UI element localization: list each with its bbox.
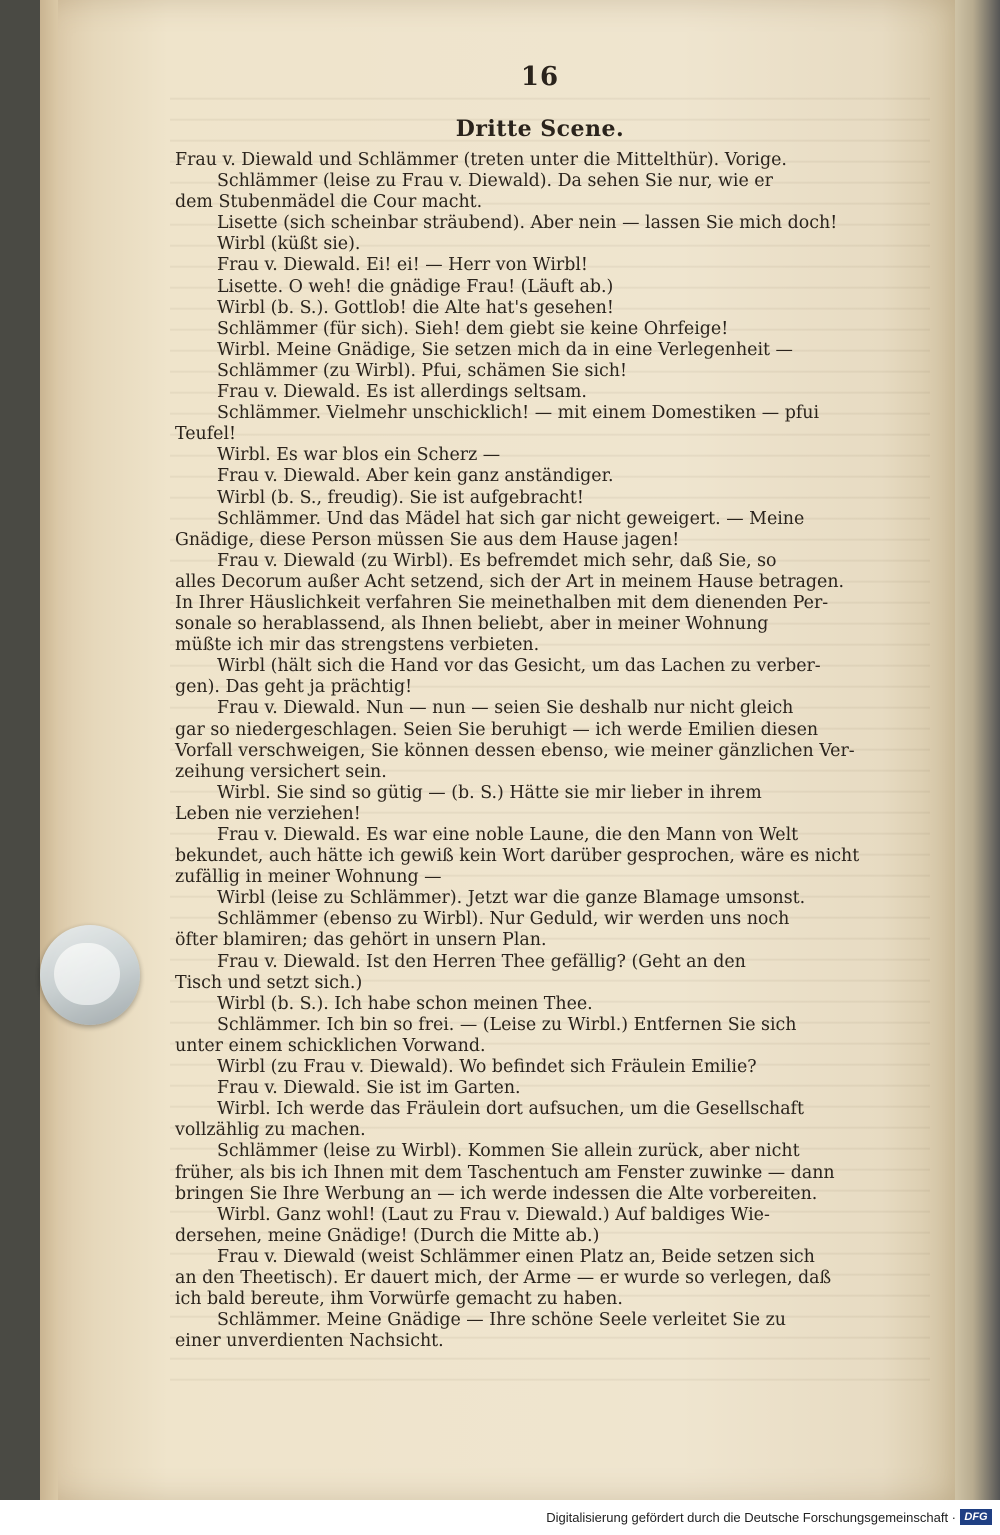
text-line: alles Decorum außer Acht setzend, sich der Art in meinem Hause betragen.: [175, 571, 845, 592]
text-line: Wirbl. Ganz wohl! (Laut zu Frau v. Diewald.) Auf baldiges Wie-: [217, 1204, 770, 1225]
text-line: Schlämmer (leise zu Wirbl). Kommen Sie allein zurück, aber nicht: [217, 1141, 800, 1162]
page-number: 16: [520, 62, 560, 92]
text-line: Tisch und setzt sich.): [175, 972, 363, 993]
text-line: Frau v. Diewald (zu Wirbl). Es befremdet mich sehr, daß Sie, so: [217, 550, 777, 571]
text-line: Frau v. Diewald. Ist den Herren Thee gefällig? (Geht an den: [217, 951, 746, 972]
text-line: Teufel!: [175, 424, 237, 445]
text-line: Wirbl (b. S.). Ich habe schon meinen Thee.: [217, 993, 593, 1014]
text-line: Schlämmer (zu Wirbl). Pfui, schämen Sie sich!: [217, 360, 627, 381]
scan-backdrop-right: [955, 0, 1000, 1500]
text-line: Leben nie verziehen!: [175, 803, 361, 824]
text-line: öfter blamiren; das gehört in unsern Plan.: [175, 930, 547, 951]
text-line: zeihung versichert sein.: [175, 761, 387, 782]
text-line: ich bald bereute, ihm Vorwürfe gemacht zu haben.: [175, 1289, 623, 1310]
text-line: bringen Sie Ihre Werbung an — ich werde indessen die Alte vorbereiten.: [175, 1183, 818, 1204]
text-line: zufällig in meiner Wohnung —: [175, 867, 442, 888]
text-line: Frau v. Diewald und Schlämmer (treten unter die Mittelthür). Vorige.: [175, 150, 787, 170]
text-line: bekundet, auch hätte ich gewiß kein Wort darüber gesprochen, wäre es nicht: [175, 846, 860, 867]
footer-bar: [0, 1500, 1000, 1535]
text-line: Schlämmer. Und das Mädel hat sich gar nicht geweigert. — Meine: [217, 508, 805, 529]
text-line: müßte ich mir das strengstens verbieten.: [175, 635, 540, 656]
scene-title: Dritte Scene.: [455, 116, 625, 142]
text-line: gen). Das geht ja prächtig!: [175, 677, 413, 698]
page-text: [175, 60, 905, 1352]
page-clip: [40, 925, 140, 1025]
dfg-logo: DFG: [960, 1509, 992, 1525]
text-line: Wirbl. Sie sind so gütig — (b. S.) Hätte sie mir lieber in ihrem: [217, 782, 762, 803]
text-line: früher, als bis ich Ihnen mit dem Taschentuch am Fenster zuwinke — dann: [175, 1162, 835, 1183]
text-line: Schlämmer (ebenso zu Wirbl). Nur Geduld, wir werden uns noch: [217, 909, 790, 930]
text-line: Wirbl. Meine Gnädige, Sie setzen mich da in eine Verlegenheit —: [217, 339, 793, 360]
text-line: dem Stubenmädel die Cour macht.: [175, 192, 483, 213]
text-line: Lisette (sich scheinbar sträubend). Aber nein — lassen Sie mich doch!: [217, 213, 838, 234]
text-line: Frau v. Diewald. Es ist allerdings seltsam.: [217, 382, 587, 403]
dialogue-lines: [175, 150, 905, 1352]
scan-backdrop-left: [0, 0, 40, 1500]
text-line: Gnädige, diese Person müssen Sie aus dem Hause jagen!: [175, 529, 680, 550]
text-line: Schlämmer (für sich). Sieh! dem giebt sie keine Ohrfeige!: [217, 318, 729, 339]
text-line: In Ihrer Häuslichkeit verfahren Sie meinethalben mit dem dienenden Per-: [175, 592, 829, 613]
text-line: dersehen, meine Gnädige! (Durch die Mitte ab.): [175, 1225, 600, 1246]
text-line: Wirbl (hält sich die Hand vor das Gesicht, um das Lachen zu verber-: [217, 656, 821, 677]
text-line: Frau v. Diewald (weist Schlämmer einen Platz an, Beide setzen sich: [217, 1246, 815, 1267]
page-edge: [40, 0, 58, 1500]
text-line: Schlämmer. Ich bin so frei. — (Leise zu Wirbl.) Entfernen Sie sich: [217, 1014, 797, 1035]
text-line: Lisette. O weh! die gnädige Frau! (Läuft ab.): [217, 276, 614, 297]
text-line: unter einem schicklichen Vorwand.: [175, 1035, 486, 1056]
text-line: Frau v. Diewald. Sie ist im Garten.: [217, 1078, 521, 1099]
text-line: Wirbl (zu Frau v. Diewald). Wo befindet sich Fräulein Emilie?: [217, 1057, 757, 1078]
text-line: Frau v. Diewald. Aber kein ganz anständiger.: [217, 466, 614, 487]
text-line: Wirbl (b. S., freudig). Sie ist aufgebracht!: [217, 487, 584, 508]
text-line: Wirbl (leise zu Schlämmer). Jetzt war die ganze Blamage umsonst.: [217, 888, 806, 909]
page-clip-inner: [54, 943, 120, 1005]
text-line: an den Theetisch). Er dauert mich, der Arme — er wurde so verlegen, daß: [175, 1267, 832, 1288]
text-line: Schlämmer. Vielmehr unschicklich! — mit einem Domestiken — pfui: [217, 403, 820, 424]
text-line: vollzählig zu machen.: [175, 1120, 366, 1141]
text-line: Frau v. Diewald. Es war eine noble Laune, die den Mann von Welt: [217, 825, 799, 845]
text-line: Vorfall verschweigen, Sie können dessen ebenso, wie meiner gänzlichen Ver-: [175, 740, 855, 761]
footer-credit: Digitalisierung gefördert durch die Deutsche Forschungsgemeinschaft ·: [546, 1510, 956, 1525]
text-line: Schlämmer. Meine Gnädige — Ihre schöne Seele verleitet Sie zu: [217, 1310, 786, 1331]
text-line: Frau v. Diewald. Ei! ei! — Herr von Wirbl!: [217, 255, 588, 276]
text-line: gar so niedergeschlagen. Seien Sie beruhigt — ich werde Emilien diesen: [175, 719, 819, 740]
text-line: Schlämmer (leise zu Frau v. Diewald). Da sehen Sie nur, wie er: [217, 171, 773, 192]
text-line: einer unverdienten Nachsicht.: [175, 1331, 444, 1352]
text-line: Wirbl. Es war blos ein Scherz —: [217, 445, 501, 466]
text-line: Frau v. Diewald. Nun — nun — seien Sie deshalb nur nicht gleich: [217, 698, 794, 719]
text-line: Wirbl. Ich werde das Fräulein dort aufsuchen, um die Gesellschaft: [217, 1099, 804, 1120]
text-line: Wirbl (b. S.). Gottlob! die Alte hat's gesehen!: [217, 297, 614, 318]
text-line: sonale so herablassend, als Ihnen beliebt, aber in meiner Wohnung: [175, 614, 769, 635]
text-line: Wirbl (küßt sie).: [217, 234, 361, 255]
